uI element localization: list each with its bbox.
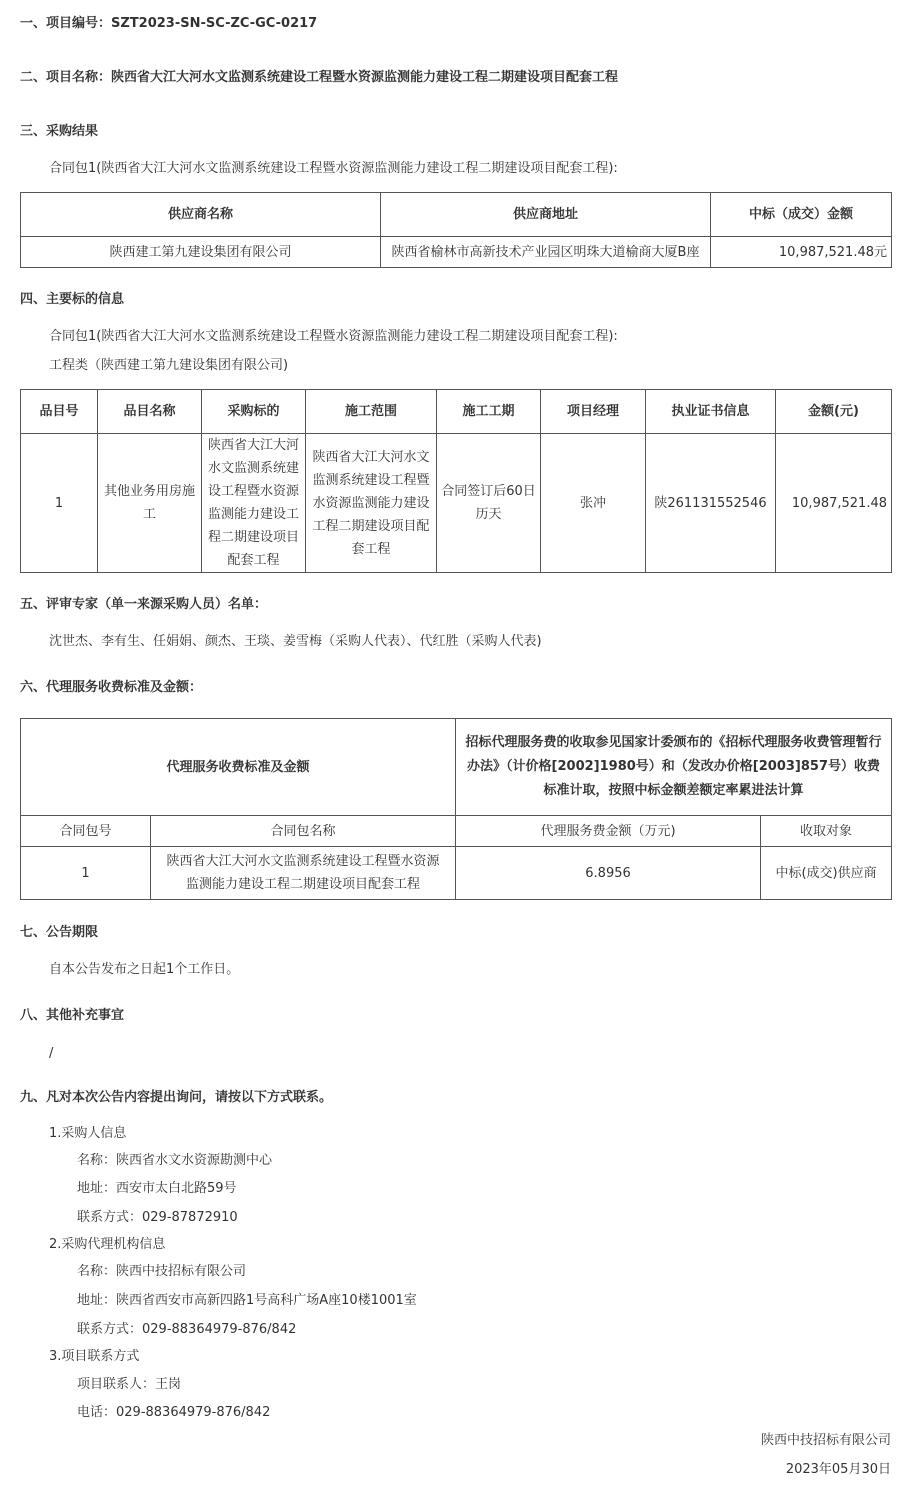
amount-cell: 10,987,521.48元 xyxy=(711,237,892,268)
result-header-supplier-address: 供应商地址 xyxy=(381,193,711,237)
agency-fee-label: 代理服务收费标准及金额 xyxy=(21,719,456,816)
buyer-phone: 联系方式：029-87872910 xyxy=(77,1210,238,1225)
buyer-info-title: 1.采购人信息 xyxy=(49,1126,127,1141)
agency-phone: 联系方式：029-88364979-876/842 xyxy=(77,1322,297,1337)
project-contact-person: 项目联系人：王岗 xyxy=(77,1377,182,1392)
agency-fee-table xyxy=(20,718,892,900)
main-header-certificate: 执业证书信息 xyxy=(646,390,776,434)
agency-address: 地址：陕西省西安市高新四路1号高科广场A座10楼1001室 xyxy=(77,1293,417,1308)
footer-date: 2023年05月30日 xyxy=(785,1462,891,1477)
main-header-amount: 金额(元) xyxy=(776,390,892,434)
section-contact: 九、凡对本次公告内容提出询问，请按以下方式联系。 xyxy=(20,1090,333,1105)
fee-header-package-no: 合同包号 xyxy=(21,816,151,847)
project-contact-title: 3.项目联系方式 xyxy=(49,1349,140,1364)
supplier-name-cell: 陕西建工第九建设集团有限公司 xyxy=(21,237,381,268)
main-header-item-name: 品目名称 xyxy=(98,390,202,434)
fee-header-amount: 代理服务费金额（万元) xyxy=(456,816,761,847)
main-header-scope: 施工范围 xyxy=(306,390,437,434)
fee-amount-cell: 6.8956 xyxy=(456,847,761,900)
section-project-name: 二、项目名称：陕西省大江大河水文监测系统建设工程暨水资源监测能力建设工程二期建设项目配套工程 xyxy=(20,70,619,85)
section-project-number: 一、项目编号：SZT2023-SN-SC-ZC-GC-0217 xyxy=(20,16,318,31)
other-text: / xyxy=(49,1046,54,1061)
main-info-table xyxy=(20,389,892,573)
subject-cell: 陕西省大江大河水文监测系统建设工程暨水资源监测能力建设工程二期建设项目配套工程 xyxy=(202,434,306,573)
manager-cell: 张冲 xyxy=(541,434,646,573)
table-row xyxy=(21,434,892,573)
scope-cell: 陕西省大江大河水文监测系统建设工程暨水资源监测能力建设工程二期建设项目配套工程 xyxy=(306,434,437,573)
certificate-cell: 陕261131552546 xyxy=(646,434,776,573)
section-experts: 五、评审专家（单一来源采购人员）名单： xyxy=(20,597,268,612)
section-procurement-result: 三、采购结果 xyxy=(20,124,99,139)
footer-organization: 陕西中技招标有限公司 xyxy=(760,1433,891,1448)
fee-target-cell: 中标(成交)供应商 xyxy=(761,847,892,900)
period-text: 自本公告发布之日起1个工作日。 xyxy=(49,962,240,977)
fee-header-package-name: 合同包名称 xyxy=(151,816,456,847)
main-header-duration: 施工工期 xyxy=(437,390,541,434)
section-other: 八、其他补充事宜 xyxy=(20,1008,125,1023)
main-header-item-no: 品目号 xyxy=(21,390,98,434)
agency-fee-standard: 招标代理服务费的收取参见国家计委颁布的《招标代理服务收费管理暂行办法》（计价格[2002]1980号）和（发改办价格[2003]857号）收费标准计取，按照中标金额差额定率累进法计算 xyxy=(456,719,892,816)
buyer-name: 名称：陕西省水文水资源勘测中心 xyxy=(77,1153,273,1168)
buyer-address: 地址：西安市太白北路59号 xyxy=(77,1181,237,1196)
section-period: 七、公告期限 xyxy=(20,925,99,940)
item-no-cell: 1 xyxy=(21,434,98,573)
agency-name: 名称：陕西中技招标有限公司 xyxy=(77,1264,247,1279)
result-table xyxy=(20,192,892,268)
section-agency-fee: 六、代理服务收费标准及金额： xyxy=(20,680,203,695)
main-amount-cell: 10,987,521.48 xyxy=(776,434,892,573)
result-package-label: 合同包1(陕西省大江大河水文监测系统建设工程暨水资源监测能力建设工程二期建设项目配套工程): xyxy=(49,161,618,176)
main-header-manager: 项目经理 xyxy=(541,390,646,434)
agency-info-title: 2.采购代理机构信息 xyxy=(49,1237,166,1252)
table-row xyxy=(21,847,892,900)
item-name-cell: 其他业务用房施工 xyxy=(98,434,202,573)
main-header-subject: 采购标的 xyxy=(202,390,306,434)
fee-header-target: 收取对象 xyxy=(761,816,892,847)
main-info-package-label: 合同包1(陕西省大江大河水文监测系统建设工程暨水资源监测能力建设工程二期建设项目配套工程): xyxy=(49,329,618,344)
experts-list: 沈世杰、李有生、任娟娟、颜杰、王琰、姜雪梅（采购人代表）、代红胜（采购人代表) xyxy=(49,634,542,649)
project-contact-phone: 电话：029-88364979-876/842 xyxy=(77,1405,271,1420)
main-info-category-label: 工程类（陕西建工第九建设集团有限公司) xyxy=(49,358,289,373)
table-row xyxy=(21,237,892,268)
fee-package-no-cell: 1 xyxy=(21,847,151,900)
result-header-supplier-name: 供应商名称 xyxy=(21,193,381,237)
supplier-address-cell: 陕西省榆林市高新技术产业园区明珠大道榆商大厦B座 xyxy=(381,237,711,268)
section-main-info: 四、主要标的信息 xyxy=(20,292,125,307)
result-header-amount: 中标（成交）金额 xyxy=(711,193,892,237)
duration-cell: 合同签订后60日历天 xyxy=(437,434,541,573)
fee-package-name-cell: 陕西省大江大河水文监测系统建设工程暨水资源监测能力建设工程二期建设项目配套工程 xyxy=(151,847,456,900)
